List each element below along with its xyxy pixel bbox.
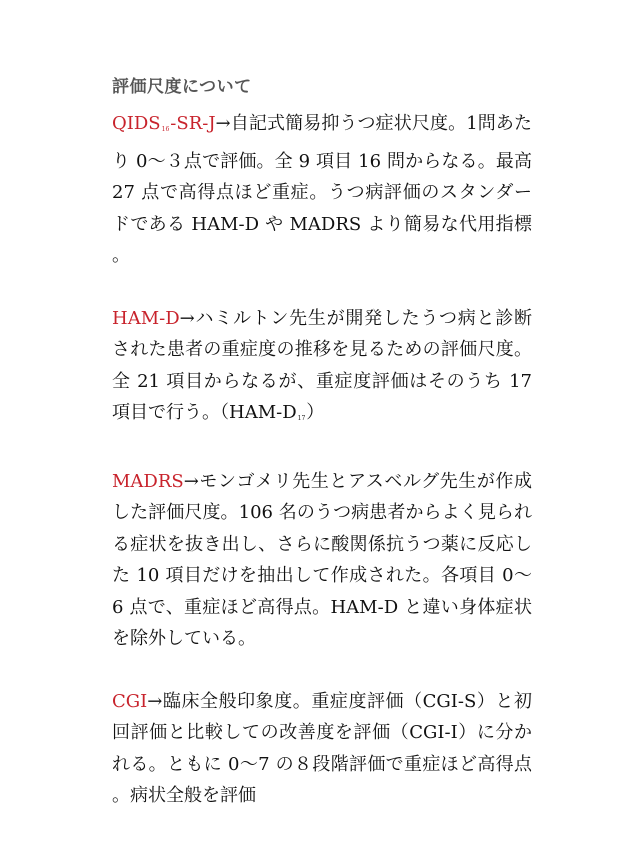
- term-qids-subscript: 16: [161, 126, 170, 133]
- paragraph-qids: [112, 108, 532, 272]
- paragraph-cgi: [112, 686, 532, 812]
- arrow-icon: →: [179, 307, 195, 329]
- arrow-icon: →: [183, 470, 199, 492]
- paragraph-madrs-text: モンゴメリ先生とアスベルグ先生が作成した評価尺度。106 名のうつ病患者からよく見られる症状を抜き出し、さらに酸関係抗うつ薬に反応した 10 項目だけを抽出して作成された。各項目 0～6 点で、重症ほど高得点。HAM-D と違い身体症状を除外している。: [112, 470, 532, 649]
- document-page: [112, 76, 532, 843]
- term-qids-main: QIDS: [112, 113, 161, 134]
- paragraph-hamd-end: ）: [306, 402, 325, 423]
- arrow-icon: →: [147, 690, 163, 712]
- term-hamd: HAM-D: [112, 307, 180, 329]
- paragraph-hamd-text: ハミルトン先生が開発したうつ病と診断された患者の重症度の推移を見るための評価尺度。全 21 項目からなるが、重症度評価はそのうち 17 項目で行う。（HAM-D: [112, 307, 532, 423]
- term-qids-suffix: -SR-J: [170, 113, 216, 134]
- paragraph-madrs: [112, 466, 532, 655]
- paragraph-hamd: [112, 303, 532, 435]
- term-cgi: CGI: [112, 690, 148, 712]
- term-qids: [112, 113, 216, 134]
- paragraph-cgi-text: 臨床全般印象度。重症度評価（CGI-S）と初回評価と比較しての改善度を評価（CGI-I）に分かれる。ともに 0～7 の８段階評価で重症ほど高得点。病状全般を評価: [112, 690, 532, 806]
- hamd-subscript: 17: [297, 415, 306, 422]
- arrow-icon: →: [215, 113, 231, 134]
- term-madrs: MADRS: [112, 470, 184, 492]
- paragraph-qids-text: 自記式簡易抑うつ症状尺度。1問あたり 0～３点で評価。全 9 項目 16 問からなる。最高 27 点で高得点ほど重症。うつ病評価のスタンダードである HAM-D や MADRS より簡易な代用指標。: [112, 113, 532, 266]
- section-heading: 評価尺度について: [112, 77, 252, 97]
